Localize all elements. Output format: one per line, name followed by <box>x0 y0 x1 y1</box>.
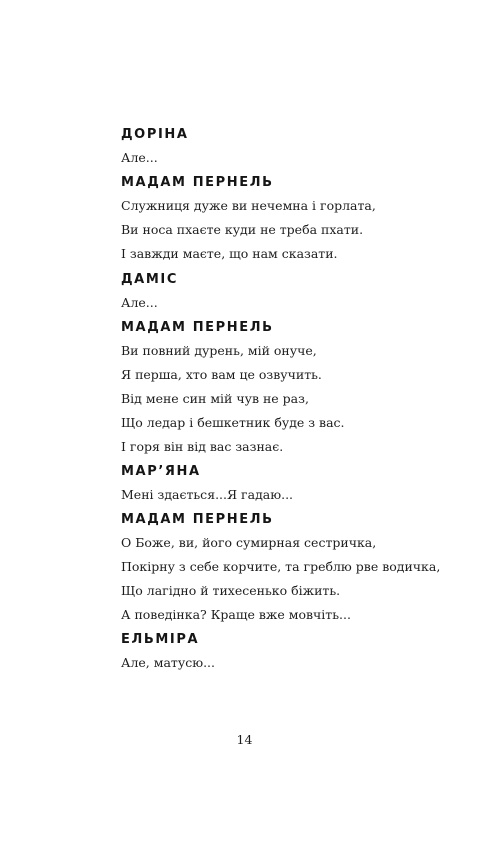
dialogue-line: Що лагідно й тихесенько біжить. <box>121 583 341 598</box>
dialogue-line: О Боже, ви, його сумирная сестричка, <box>121 535 377 550</box>
dialogue-line: Покірну з себе корчите, та греблю рве водичка, <box>121 559 441 574</box>
dialogue-line: Від мене син мій чув не раз, <box>121 391 309 406</box>
dialogue-line: А поведінка? Краще вже мовчіть... <box>121 607 351 622</box>
dialogue-block-madam-pernel-1 <box>121 173 461 266</box>
dialogue-line: І завжди маєте, що нам сказати. <box>121 246 338 261</box>
dialogue-line: Що ледар і бешкетник буде з вас. <box>121 415 345 430</box>
dialogue-block-dorina <box>121 125 461 170</box>
speaker-name: МАДАМ ПЕРНЕЛЬ <box>121 320 274 335</box>
speaker-name: МАДАМ ПЕРНЕЛЬ <box>121 512 274 527</box>
dialogue-line: Я перша, хто вам це озвучить. <box>121 367 322 382</box>
dialogue-line: Але... <box>121 150 158 165</box>
dialogue-block-madam-pernel-3 <box>121 510 461 627</box>
speaker-name: МАДАМ ПЕРНЕЛЬ <box>121 175 274 190</box>
dialogue-block-damis <box>121 270 461 315</box>
dialogue-line: Ви повний дурень, мій онуче, <box>121 343 317 358</box>
speaker-name: ДАМІС <box>121 272 178 287</box>
dialogue-block-madam-pernel-2 <box>121 318 461 459</box>
dialogue-line: Але... <box>121 295 158 310</box>
speaker-name: ДОРІНА <box>121 127 189 142</box>
dialogue-line: І горя він від вас зазнає. <box>121 439 284 454</box>
page-number: 14 <box>236 732 253 747</box>
dialogue-block-elmira <box>121 630 461 675</box>
dialogue-block-maryana <box>121 462 461 507</box>
speaker-name: ЕЛЬМІРА <box>121 632 200 647</box>
dialogue-line: Ви носа пхаєте куди не треба пхати. <box>121 222 364 237</box>
speaker-name: МАР’ЯНА <box>121 464 201 479</box>
dialogue-line: Але, матусю... <box>121 655 216 670</box>
dialogue-line: Служниця дуже ви нечемна і горлата, <box>121 198 376 213</box>
dialogue-line: Мені здається...Я гадаю... <box>121 487 294 502</box>
